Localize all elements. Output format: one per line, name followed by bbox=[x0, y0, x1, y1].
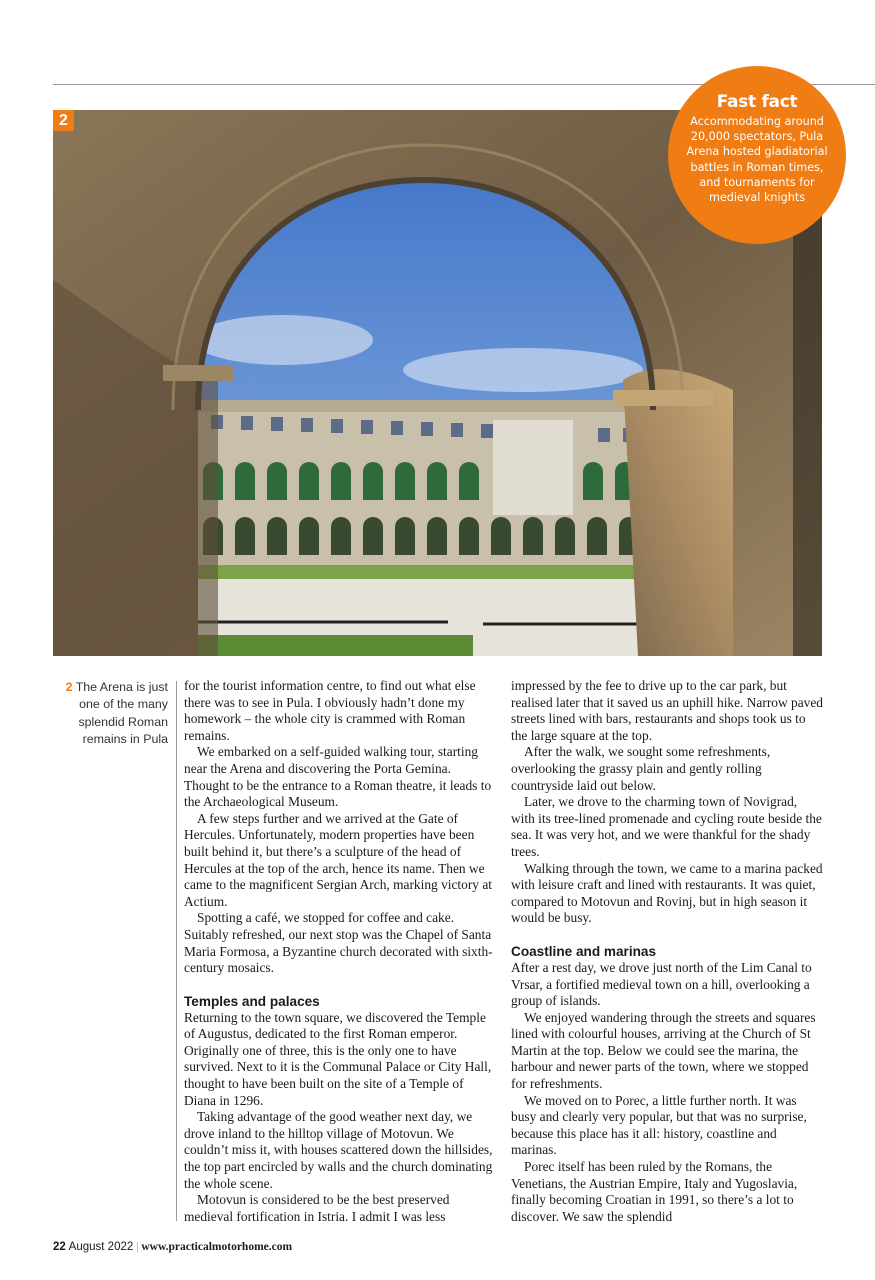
paragraph: We moved on to Porec, a little further north. It was busy and clearly very popular, but that was no surprise, because this place has it all: history, coastline and marinas. bbox=[511, 1092, 807, 1158]
paragraph: We enjoyed wandering through the streets and squares lined with colourful houses, arriving at the Church of St Martin at the top. Below we could see the marina, the harbour and newer parts of the town, where we stopped for refreshments. bbox=[511, 1009, 816, 1092]
fast-fact-line: battles in Roman times, bbox=[690, 160, 824, 174]
subheading: Coastline and marinas bbox=[511, 943, 657, 959]
footer-separator: | bbox=[136, 1241, 139, 1253]
article-column-2 bbox=[511, 678, 823, 1225]
paragraph: impressed by the fee to drive up to the car park, but realised later that it saved us an uphill hike. Narrow paved streets lined with bars, restaurants and shops took us to the large square at the top. bbox=[511, 678, 823, 743]
subheading: Temples and palaces bbox=[184, 993, 320, 1009]
page-footer bbox=[53, 1241, 292, 1253]
paragraph: After the walk, we sought some refreshments, overlooking the grassy plain and gently rolling countryside laid out below. bbox=[511, 744, 771, 793]
photo-number: 2 bbox=[53, 110, 74, 131]
caption-number: 2 bbox=[65, 680, 73, 694]
paragraph: Later, we drove to the charming town of Novigrad, with its tree-lined promenade and cycling route beside the sea. It was very hot, and we were thankful for the shady trees. bbox=[511, 794, 822, 859]
paragraph: Walking through the town, we came to a marina packed with leisure craft and lined with restaurants. It was quiet, compared to Motovun and Rovinj, but in high season it would be busy. bbox=[511, 860, 823, 926]
paragraph: Porec itself has been ruled by the Romans, the Venetians, the Austrian Empire, Italy and Yugoslavia, finally becoming Croatian in 1991, so there’s a lot to discover. We saw the splendid bbox=[511, 1159, 798, 1224]
caption-divider bbox=[176, 681, 177, 1221]
article-column-1 bbox=[184, 678, 493, 1225]
issue-date: August 2022 bbox=[68, 1241, 134, 1253]
paragraph: A few steps further and we arrived at the Gate of Hercules. Unfortunately, modern properties have been built behind it, but there’s a sculpture of the head of Hercules at the top of the arch, hence its name. Then we came to the magnificent Sergian Arch, marking victory at Actium. bbox=[184, 810, 493, 909]
paragraph: We embarked on a self-guided walking tour, starting near the Arena and discovering the Porta Gemina. Thought to be the entrance to a Roman theatre, it leads to the Archaeological Museum. bbox=[184, 744, 492, 810]
caption-text: The Arena is just one of the many splendid Roman remains in Pula bbox=[75, 680, 168, 746]
fast-fact-badge bbox=[668, 66, 846, 244]
paragraph: Returning to the town square, we discovered the Temple of Augustus, dedicated to the first Roman emperor. Originally one of three, this is the only one to have survived. Next to it is the Communal Palace or City Hall, thought to have been built on the site of a Temple of Diana in 1296. bbox=[184, 1009, 492, 1108]
website-url[interactable]: www.practicalmotorhome.com bbox=[141, 1241, 293, 1253]
paragraph: Motovun is considered to be the best preserved medieval fortification in Istria. I admit I was less bbox=[184, 1192, 450, 1224]
page-number: 22 bbox=[53, 1241, 66, 1253]
fast-fact-line: 20,000 spectators, Pula bbox=[690, 130, 824, 144]
fast-fact-line: Accommodating around bbox=[690, 115, 824, 128]
fast-fact-text bbox=[668, 114, 846, 205]
photo-caption bbox=[60, 679, 168, 748]
paragraph: Spotting a café, we stopped for coffee and cake. Suitably refreshed, our next stop was the Chapel of Santa Maria Formosa, a Byzantine church decorated with sixth-century mosaics. bbox=[184, 910, 493, 976]
paragraph: After a rest day, we drove just north of the Lim Canal to Vrsar, a fortified medieval town on a hill, overlooking a group of islands. bbox=[511, 959, 812, 1009]
fast-fact-title: Fast fact bbox=[716, 92, 798, 112]
fast-fact-line: and tournaments for bbox=[699, 175, 815, 189]
fast-fact-line: Arena hosted gladiatorial bbox=[686, 145, 828, 159]
paragraph: for the tourist information centre, to find out what else there was to see in Pula. I obviously hadn’t done my homework – the whole city is crammed with Roman remains. bbox=[184, 678, 476, 743]
paragraph: Taking advantage of the good weather next day, we drove inland to the hilltop village of Motovun. We couldn’t miss it, with houses scattered down the hillsides, the top part encircled by walls and the church dominating the whole scene. bbox=[184, 1109, 493, 1191]
fast-fact-line: medieval knights bbox=[708, 191, 806, 205]
